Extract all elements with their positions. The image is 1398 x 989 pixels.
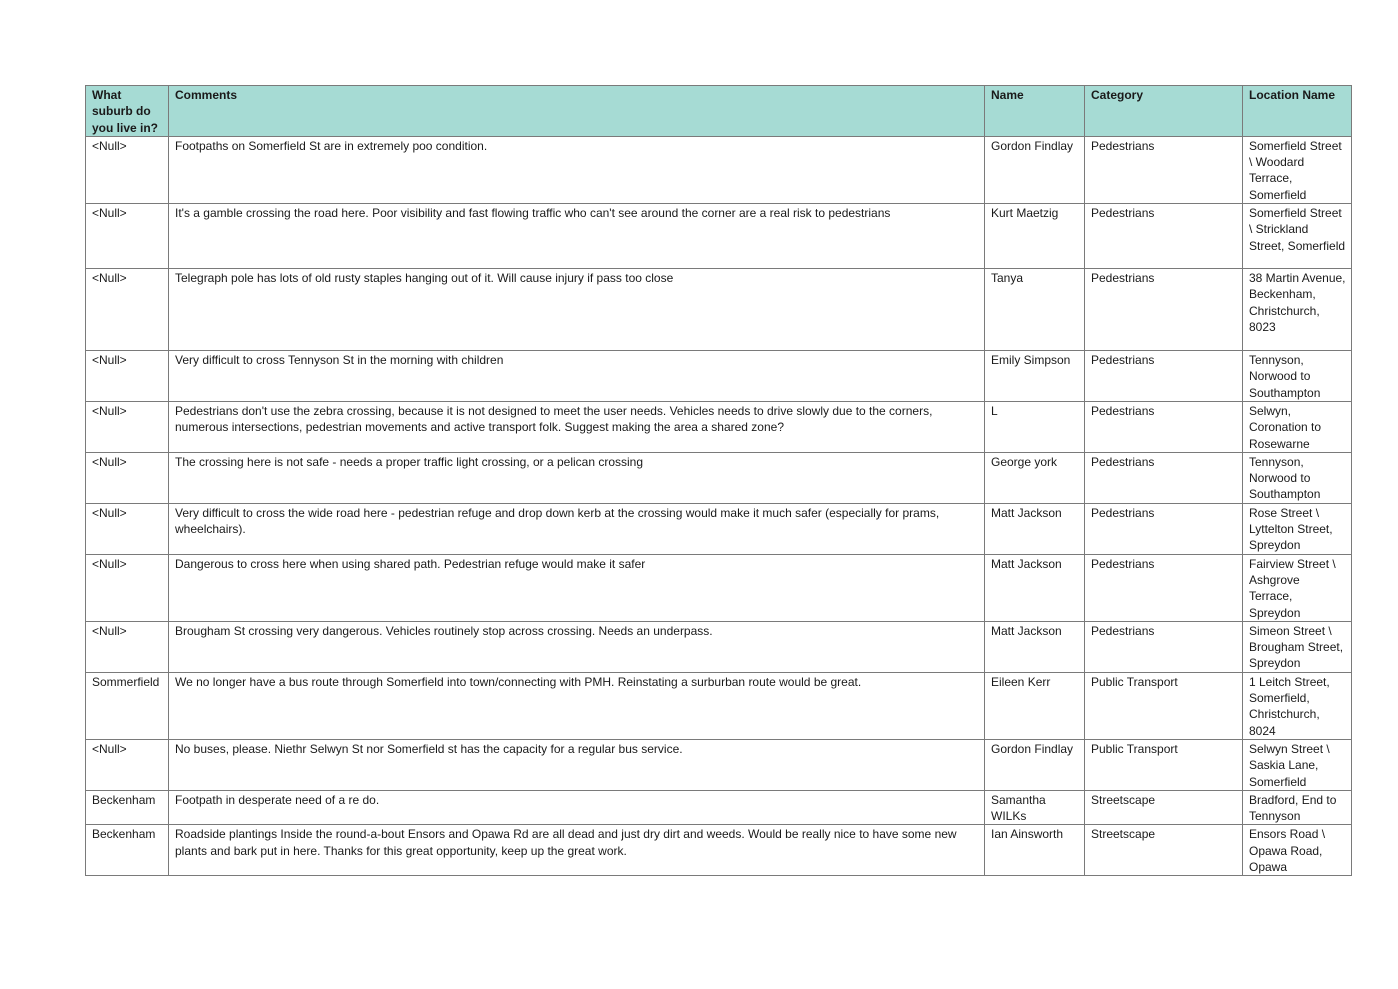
cell-comments: Footpath in desperate need of a re do. (169, 790, 985, 825)
cell-comments: Very difficult to cross Tennyson St in the morning with children (169, 351, 985, 402)
cell-suburb: <Null> (86, 621, 169, 672)
cell-suburb: <Null> (86, 269, 169, 351)
cell-suburb: <Null> (86, 503, 169, 554)
cell-comments: Pedestrians don't use the zebra crossing, because it is not designed to meet the user needs. Vehicles needs to drive slowly due to the corners, numerous intersections, pedestrian movements and active transport folk. Suggest making the area a shared zone? (169, 401, 985, 452)
cell-category: Pedestrians (1085, 401, 1243, 452)
cell-suburb: <Null> (86, 136, 169, 203)
cell-comments: Telegraph pole has lots of old rusty staples hanging out of it. Will cause injury if pass too close (169, 269, 985, 351)
table-row (86, 825, 1352, 876)
cell-category: Pedestrians (1085, 351, 1243, 402)
cell-comments: Brougham St crossing very dangerous. Vehicles routinely stop across crossing. Needs an underpass. (169, 621, 985, 672)
table-row (86, 739, 1352, 790)
table-row (86, 554, 1352, 621)
cell-name: Matt Jackson (985, 503, 1085, 554)
table-row (86, 204, 1352, 269)
header-location: Location Name (1243, 86, 1352, 137)
table-row (86, 136, 1352, 203)
cell-suburb: <Null> (86, 401, 169, 452)
feedback-table (85, 85, 1352, 876)
cell-suburb: <Null> (86, 452, 169, 503)
table-row (86, 401, 1352, 452)
cell-category: Pedestrians (1085, 503, 1243, 554)
header-suburb: What suburb do you live in? (86, 86, 169, 137)
cell-comments: We no longer have a bus route through Somerfield into town/connecting with PMH. Reinstating a surburban route would be great. (169, 672, 985, 739)
cell-comments: Footpaths on Somerfield St are in extremely poo condition. (169, 136, 985, 203)
cell-name: George york (985, 452, 1085, 503)
cell-category: Pedestrians (1085, 204, 1243, 269)
cell-category: Streetscape (1085, 790, 1243, 825)
cell-location: 38 Martin Avenue, Beckenham, Christchurch, 8023 (1243, 269, 1352, 351)
table-row (86, 452, 1352, 503)
cell-name: Emily Simpson (985, 351, 1085, 402)
cell-category: Pedestrians (1085, 621, 1243, 672)
cell-suburb: Sommerfield (86, 672, 169, 739)
cell-category: Public Transport (1085, 672, 1243, 739)
cell-location: Rose Street \ Lyttelton Street, Spreydon (1243, 503, 1352, 554)
cell-suburb: Beckenham (86, 790, 169, 825)
cell-name: Tanya (985, 269, 1085, 351)
header-category: Category (1085, 86, 1243, 137)
cell-suburb: <Null> (86, 739, 169, 790)
cell-name: L (985, 401, 1085, 452)
cell-name: Kurt Maetzig (985, 204, 1085, 269)
table-row (86, 790, 1352, 825)
cell-name: Matt Jackson (985, 554, 1085, 621)
cell-comments: It's a gamble crossing the road here. Poor visibility and fast flowing traffic who can't see around the corner are a real risk to pedestrians (169, 204, 985, 269)
table-row (86, 503, 1352, 554)
cell-suburb: Beckenham (86, 825, 169, 876)
header-row (86, 86, 1352, 137)
table-row (86, 269, 1352, 351)
cell-location: Ensors Road \ Opawa Road, Opawa (1243, 825, 1352, 876)
cell-suburb: <Null> (86, 554, 169, 621)
cell-location: Selwyn, Coronation to Rosewarne (1243, 401, 1352, 452)
cell-category: Streetscape (1085, 825, 1243, 876)
cell-name: Eileen Kerr (985, 672, 1085, 739)
cell-name: Samantha WILKs (985, 790, 1085, 825)
cell-category: Pedestrians (1085, 452, 1243, 503)
cell-category: Pedestrians (1085, 554, 1243, 621)
cell-name: Gordon Findlay (985, 739, 1085, 790)
cell-name: Gordon Findlay (985, 136, 1085, 203)
table-row (86, 351, 1352, 402)
cell-comments: Dangerous to cross here when using shared path. Pedestrian refuge would make it safer (169, 554, 985, 621)
table-header (86, 86, 1352, 137)
table-row (86, 621, 1352, 672)
cell-location: Somerfield Street \ Strickland Street, Somerfield (1243, 204, 1352, 269)
cell-category: Pedestrians (1085, 269, 1243, 351)
cell-location: Somerfield Street \ Woodard Terrace, Somerfield (1243, 136, 1352, 203)
cell-name: Ian Ainsworth (985, 825, 1085, 876)
table-body (86, 136, 1352, 875)
cell-location: Selwyn Street \ Saskia Lane, Somerfield (1243, 739, 1352, 790)
cell-comments: Roadside plantings Inside the round-a-bout Ensors and Opawa Rd are all dead and just dry dirt and weeds. Would be really nice to have some new plants and bark put in here. Thanks for this great opportunity, keep up the great work. (169, 825, 985, 876)
header-name: Name (985, 86, 1085, 137)
cell-location: Tennyson, Norwood to Southampton (1243, 351, 1352, 402)
table-row (86, 672, 1352, 739)
cell-location: Fairview Street \ Ashgrove Terrace, Spreydon (1243, 554, 1352, 621)
cell-comments: No buses, please. Niethr Selwyn St nor Somerfield st has the capacity for a regular bus service. (169, 739, 985, 790)
cell-category: Pedestrians (1085, 136, 1243, 203)
cell-location: Simeon Street \ Brougham Street, Spreydon (1243, 621, 1352, 672)
cell-location: Tennyson, Norwood to Southampton (1243, 452, 1352, 503)
cell-category: Public Transport (1085, 739, 1243, 790)
cell-comments: Very difficult to cross the wide road here - pedestrian refuge and drop down kerb at the crossing would make it much safer (especially for prams, wheelchairs). (169, 503, 985, 554)
cell-suburb: <Null> (86, 204, 169, 269)
cell-location: 1 Leitch Street, Somerfield, Christchurch, 8024 (1243, 672, 1352, 739)
cell-suburb: <Null> (86, 351, 169, 402)
header-comments: Comments (169, 86, 985, 137)
cell-name: Matt Jackson (985, 621, 1085, 672)
cell-comments: The crossing here is not safe - needs a proper traffic light crossing, or a pelican crossing (169, 452, 985, 503)
cell-location: Bradford, End to Tennyson (1243, 790, 1352, 825)
